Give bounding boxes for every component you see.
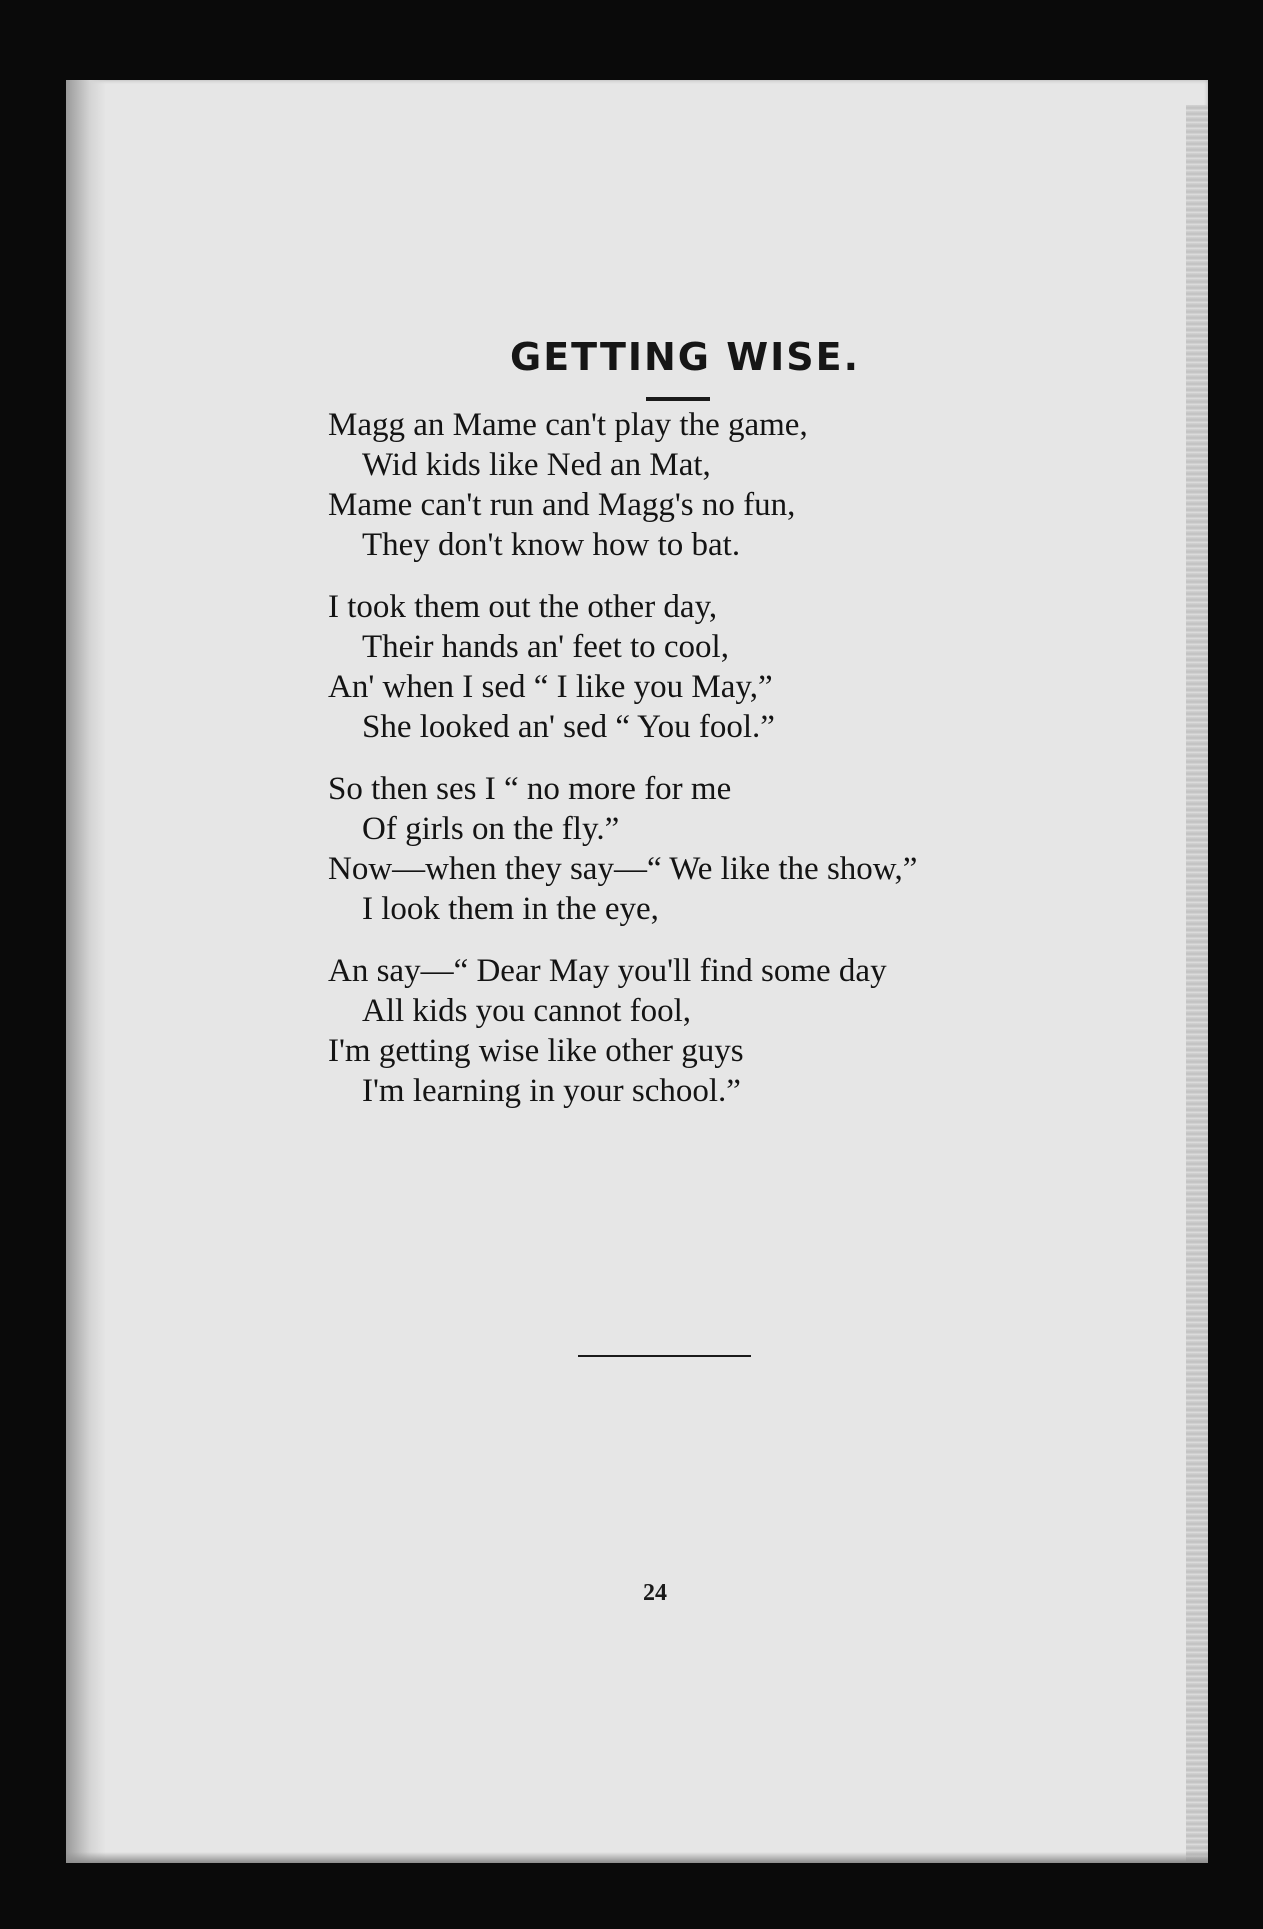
stanza-2 — [328, 587, 1028, 747]
poem-line: I'm learning in your school.” — [362, 1073, 741, 1109]
poem-line: I'm getting wise like other guys — [328, 1033, 744, 1069]
stanza-3 — [328, 769, 1028, 929]
poem-line: An say—“ Dear May you'll find some day — [328, 953, 887, 989]
poem-line: All kids you cannot fool, — [362, 993, 692, 1029]
poem-line: They don't know how to bat. — [362, 527, 741, 563]
poem-line: Now—when they say—“ We like the show,” — [328, 851, 918, 887]
stanza-1 — [328, 405, 1028, 565]
stanza-4 — [328, 951, 1028, 1111]
poem-line: I look them in the eye, — [362, 891, 659, 927]
title-divider — [646, 397, 710, 401]
page-edge-stack — [1186, 105, 1208, 1863]
poem-line: Of girls on the fly.” — [362, 811, 620, 847]
poem-line: Wid kids like Ned an Mat, — [362, 447, 711, 483]
end-divider — [578, 1355, 751, 1357]
page-number: 24 — [643, 1580, 667, 1606]
page-binding-shadow — [66, 80, 106, 1863]
poem-body — [328, 405, 1028, 1133]
poem-line: I took them out the other day, — [328, 589, 718, 625]
poem-line: She looked an' sed “ You fool.” — [362, 709, 775, 745]
poem-line: Their hands an' feet to cool, — [362, 629, 729, 665]
poem-line: Mame can't run and Magg's no fun, — [328, 487, 796, 523]
page-bottom-shadow — [66, 1852, 1208, 1863]
poem-line: Magg an Mame can't play the game, — [328, 407, 808, 443]
poem-line: So then ses I “ no more for me — [328, 771, 732, 807]
poem-line: An' when I sed “ I like you May,” — [328, 669, 773, 705]
poem-title: GETTING WISE. — [510, 335, 861, 379]
